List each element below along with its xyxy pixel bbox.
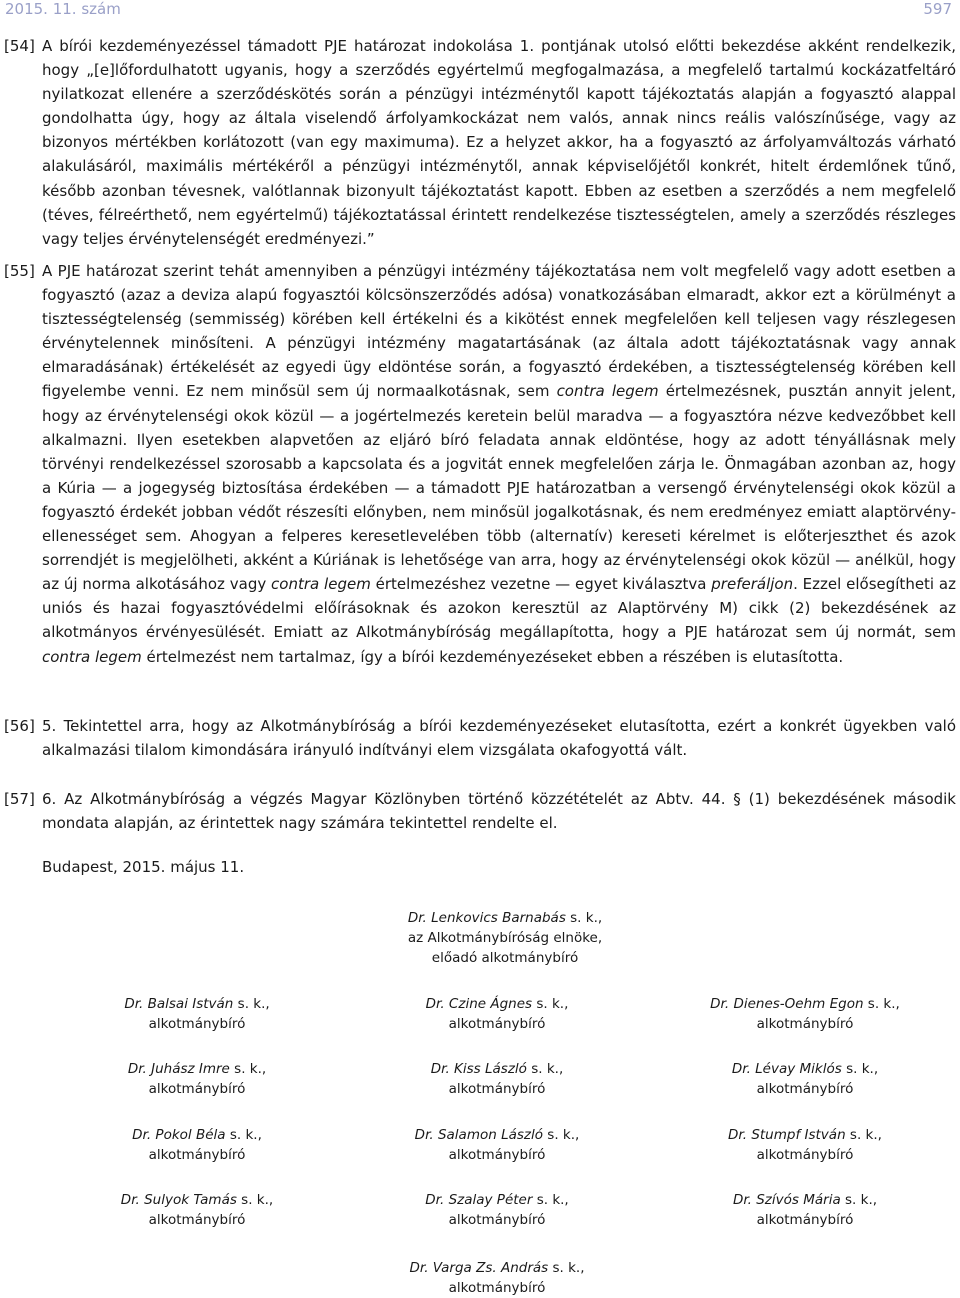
signer-name: Dr. Pokol Béla [132,1127,226,1143]
paragraph-text [42,787,956,835]
signer-name: Dr. Balsai István [124,996,234,1012]
text-run: A bírói kezdeményezéssel támadott PJE határozat indokolása 1. pontjának utolsó előtti bekezdése akként rendelkezik, hogy „[e]lőfordulhatott ugyanis, hogy a szerződés egyértelmű megfogalmazása, a megfelelő tartalmú kockázatfeltáró nyilatkozat ellenére a szerződéskötés során a pénzügyi intézménytől kapott tájékoztatás alapján a fogyasztó alappal gondolhatta úgy, hogy az általa viselendő árfolyamkockázat nem valós, annak nincs reális valószínűsége, vagy az bizonyos mértékben korlátozott (van egy maximuma). Ez a helyzet akkor, ha a fogyasztó az árfolyamváltozás várható alakulásáról, maximális mértékéről a pénzügyi intézménytől, annak képviselőjétől konkrét, hitelt érdemlőnek tűnő, később azonban tévesnek, valótlannak bizonyult tájékoztatást kapott. Ebben az esetben a szerződés a nem megfelelő (téves, félreérthető, nem egyértelmű) tájékoztatással érintett rendelkezése tisztességtelen, amely a szerződés részleges vagy teljes érvénytelenségét eredményezi.” [42,37,956,248]
signer-role: alkotmánybíró [448,1147,546,1163]
signature: Dr. Stumpf István s. k., alkotmánybíró [645,1125,960,1165]
paragraph-number: [56] [4,717,35,735]
text-run: értelmezésnek, pusztán annyit jelent, hogy az érvénytelenségi okok közül — a jogértelmezés keretein belül maradva — a fogyasztóra nézve kedvezőbbet kell alkalmazni. Ilyen esetekben alapvetően az eljáró bíró feladata annak eldöntése, hogy az adott tényállásnak mely törvényi rendelkezéssel szorosabb a kapcsolata és a jogvitát ennek megfelelően zárja le. Önmagában azonban az, hogy a Kúria — a jogegység biztosítása érdekében — a támadott PJE határozatban a versengő érvénytelenségi okok közül a fogyasztó érdekét jobban védőt részesíti előnyben, nem minősül jogalkotásnak, és nem eredményez emiatt alaptörvény-ellenességet sem. Ahogyan a felperes keresetlevelében több (alternatív) kereseti kérelmet is előterjeszthet és azok sorrendjét is megjelölheti, akként a Kúriának is lehetősége van arra, hogy az érvénytelenségi okok közül — anélkül, hogy az új norma alkotásához vagy [42,382,956,594]
paragraph-text [42,259,956,669]
signer-name: Dr. Szalay Péter [425,1192,533,1208]
signature: Dr. Lévay Miklós s. k., alkotmánybíró [645,1059,960,1099]
page-header [0,0,960,22]
italic-term: contra legem [271,575,371,594]
signature: Dr. Pokol Béla s. k., alkotmánybíró [37,1125,357,1165]
signer-role: alkotmánybíró [448,1081,546,1097]
signer-name: Dr. Varga Zs. András [409,1260,549,1276]
signature-president: Dr. Lenkovics Barnabás s. k., az Alkotmánybíróság elnöke, előadó alkotmánybíró [345,908,665,968]
paragraph-text [42,34,956,251]
signer-role: alkotmánybíró [148,1147,246,1163]
signer-role: alkotmánybíró [756,1081,854,1097]
signature: Dr. Varga Zs. András s. k., alkotmánybíró [337,1258,657,1298]
signer-name: Dr. Szívós Mária [732,1192,841,1208]
italic-term: preferáljon [711,575,794,594]
signer-role: alkotmánybíró [448,1212,546,1228]
paragraph-54 [0,34,960,251]
signer-role: alkotmánybíró [148,1212,246,1228]
paragraph-56 [0,714,960,762]
signer-name: Dr. Lévay Miklós [731,1061,842,1077]
text-run: 5. Tekintettel arra, hogy az Alkotmánybíróság a bírói kezdeményezéseket elutasította, ezért a konkrét ügyekben való alkalmazási tilalom kimondására irányuló indítványi elem vizsgálata okafogyottá vált. [42,717,956,760]
signer-name: Dr. Sulyok Tamás [120,1192,237,1208]
text-run: értelmezéshez vezetne — egyet kiválasztva [370,575,712,594]
signature: Dr. Dienes-Oehm Egon s. k., alkotmánybíró [645,994,960,1034]
issue-label: 2015. 11. szám [5,0,121,18]
paragraph-55 [0,259,960,669]
signer-role: alkotmánybíró [448,1016,546,1032]
signature: Dr. Salamon László s. k., alkotmánybíró [337,1125,657,1165]
signer-role: alkotmánybíró [756,1212,854,1228]
signer-name: Dr. Juhász Imre [127,1061,230,1077]
text-run: A PJE határozat szerint tehát amennyiben a pénzügyi intézmény tájékoztatása nem volt megfelelő vagy adott esetben a fogyasztó (azaz a deviza alapú fogyasztói kölcsönszerződés adósa) vonatkozásában elmaradt, akkor ezt a körülményt a tisztességtelenség (semmisség) körében kell értékelni és a kikötést ennek megfelelően kell teljesen vagy részlegesen érvénytelennek minősíteni. A pénzügyi intézmény magatartásának (az általa adott tájékoztatásnak vagy annak elmaradásának) értékelését az egyedi ügy eldöntése során, a fogyasztó érdekében, a tisztességtelenség körében kell figyelembe venni. Ez nem minősül sem új normaalkotásnak, sem [42,262,956,401]
signature: Dr. Balsai István s. k., alkotmánybíró [37,994,357,1034]
signer-role: alkotmánybíró [148,1081,246,1097]
signer-name: Dr. Czine Ágnes [425,996,533,1012]
signer-name: Dr. Dienes-Oehm Egon [710,996,864,1012]
paragraph-number: [55] [4,262,35,280]
signer-name: Dr. Lenkovics Barnabás [407,910,566,926]
paragraph-text [42,714,956,762]
signature: Dr. Szívós Mária s. k., alkotmánybíró [645,1190,960,1230]
signer-role: alkotmánybíró [448,1280,546,1296]
signature: Dr. Kiss László s. k., alkotmánybíró [337,1059,657,1099]
signer-role: alkotmánybíró [148,1016,246,1032]
paragraph-number: [57] [4,790,35,808]
page-number: 597 [923,0,952,18]
place-and-date: Budapest, 2015. május 11. [42,858,245,876]
signature: Dr. Szalay Péter s. k., alkotmánybíró [337,1190,657,1230]
signature: Dr. Sulyok Tamás s. k., alkotmánybíró [37,1190,357,1230]
signer-role-2: előadó alkotmánybíró [431,950,579,966]
signer-role: alkotmánybíró [756,1147,854,1163]
signer-name: Dr. Salamon László [414,1127,544,1143]
italic-term: contra legem [42,647,142,666]
signature: Dr. Juhász Imre s. k., alkotmánybíró [37,1059,357,1099]
signature: Dr. Czine Ágnes s. k., alkotmánybíró [337,994,657,1034]
text-run: 6. Az Alkotmánybíróság a végzés Magyar Közlönyben történő közzétételét az Abtv. 44. § (1) bekezdésének második mondata alapján, az érintettek nagy számára tekintettel rendelte el. [42,790,956,833]
signer-role: alkotmánybíró [756,1016,854,1032]
text-run: értelmezést nem tartalmaz, így a bírói kezdeményezéseket ebben a részében is elutasította. [141,647,844,666]
italic-term: contra legem [556,382,659,401]
signer-name: Dr. Stumpf István [728,1127,846,1143]
paragraph-57 [0,787,960,835]
signer-role: az Alkotmánybíróság elnöke, [407,930,603,946]
signer-name: Dr. Kiss László [430,1061,527,1077]
paragraph-number: [54] [4,37,35,55]
text-run: . Ezzel elősegítheti az uniós és hazai fogyasztóvédelmi előírásoknak és azokon keresztül az Alaptörvény M) cikk (2) bekezdésének az alkotmányos érvényesülését. Emiatt az Alkotmánybíróság megállapította, hogy a PJE határozat sem új normát, sem [42,575,956,642]
